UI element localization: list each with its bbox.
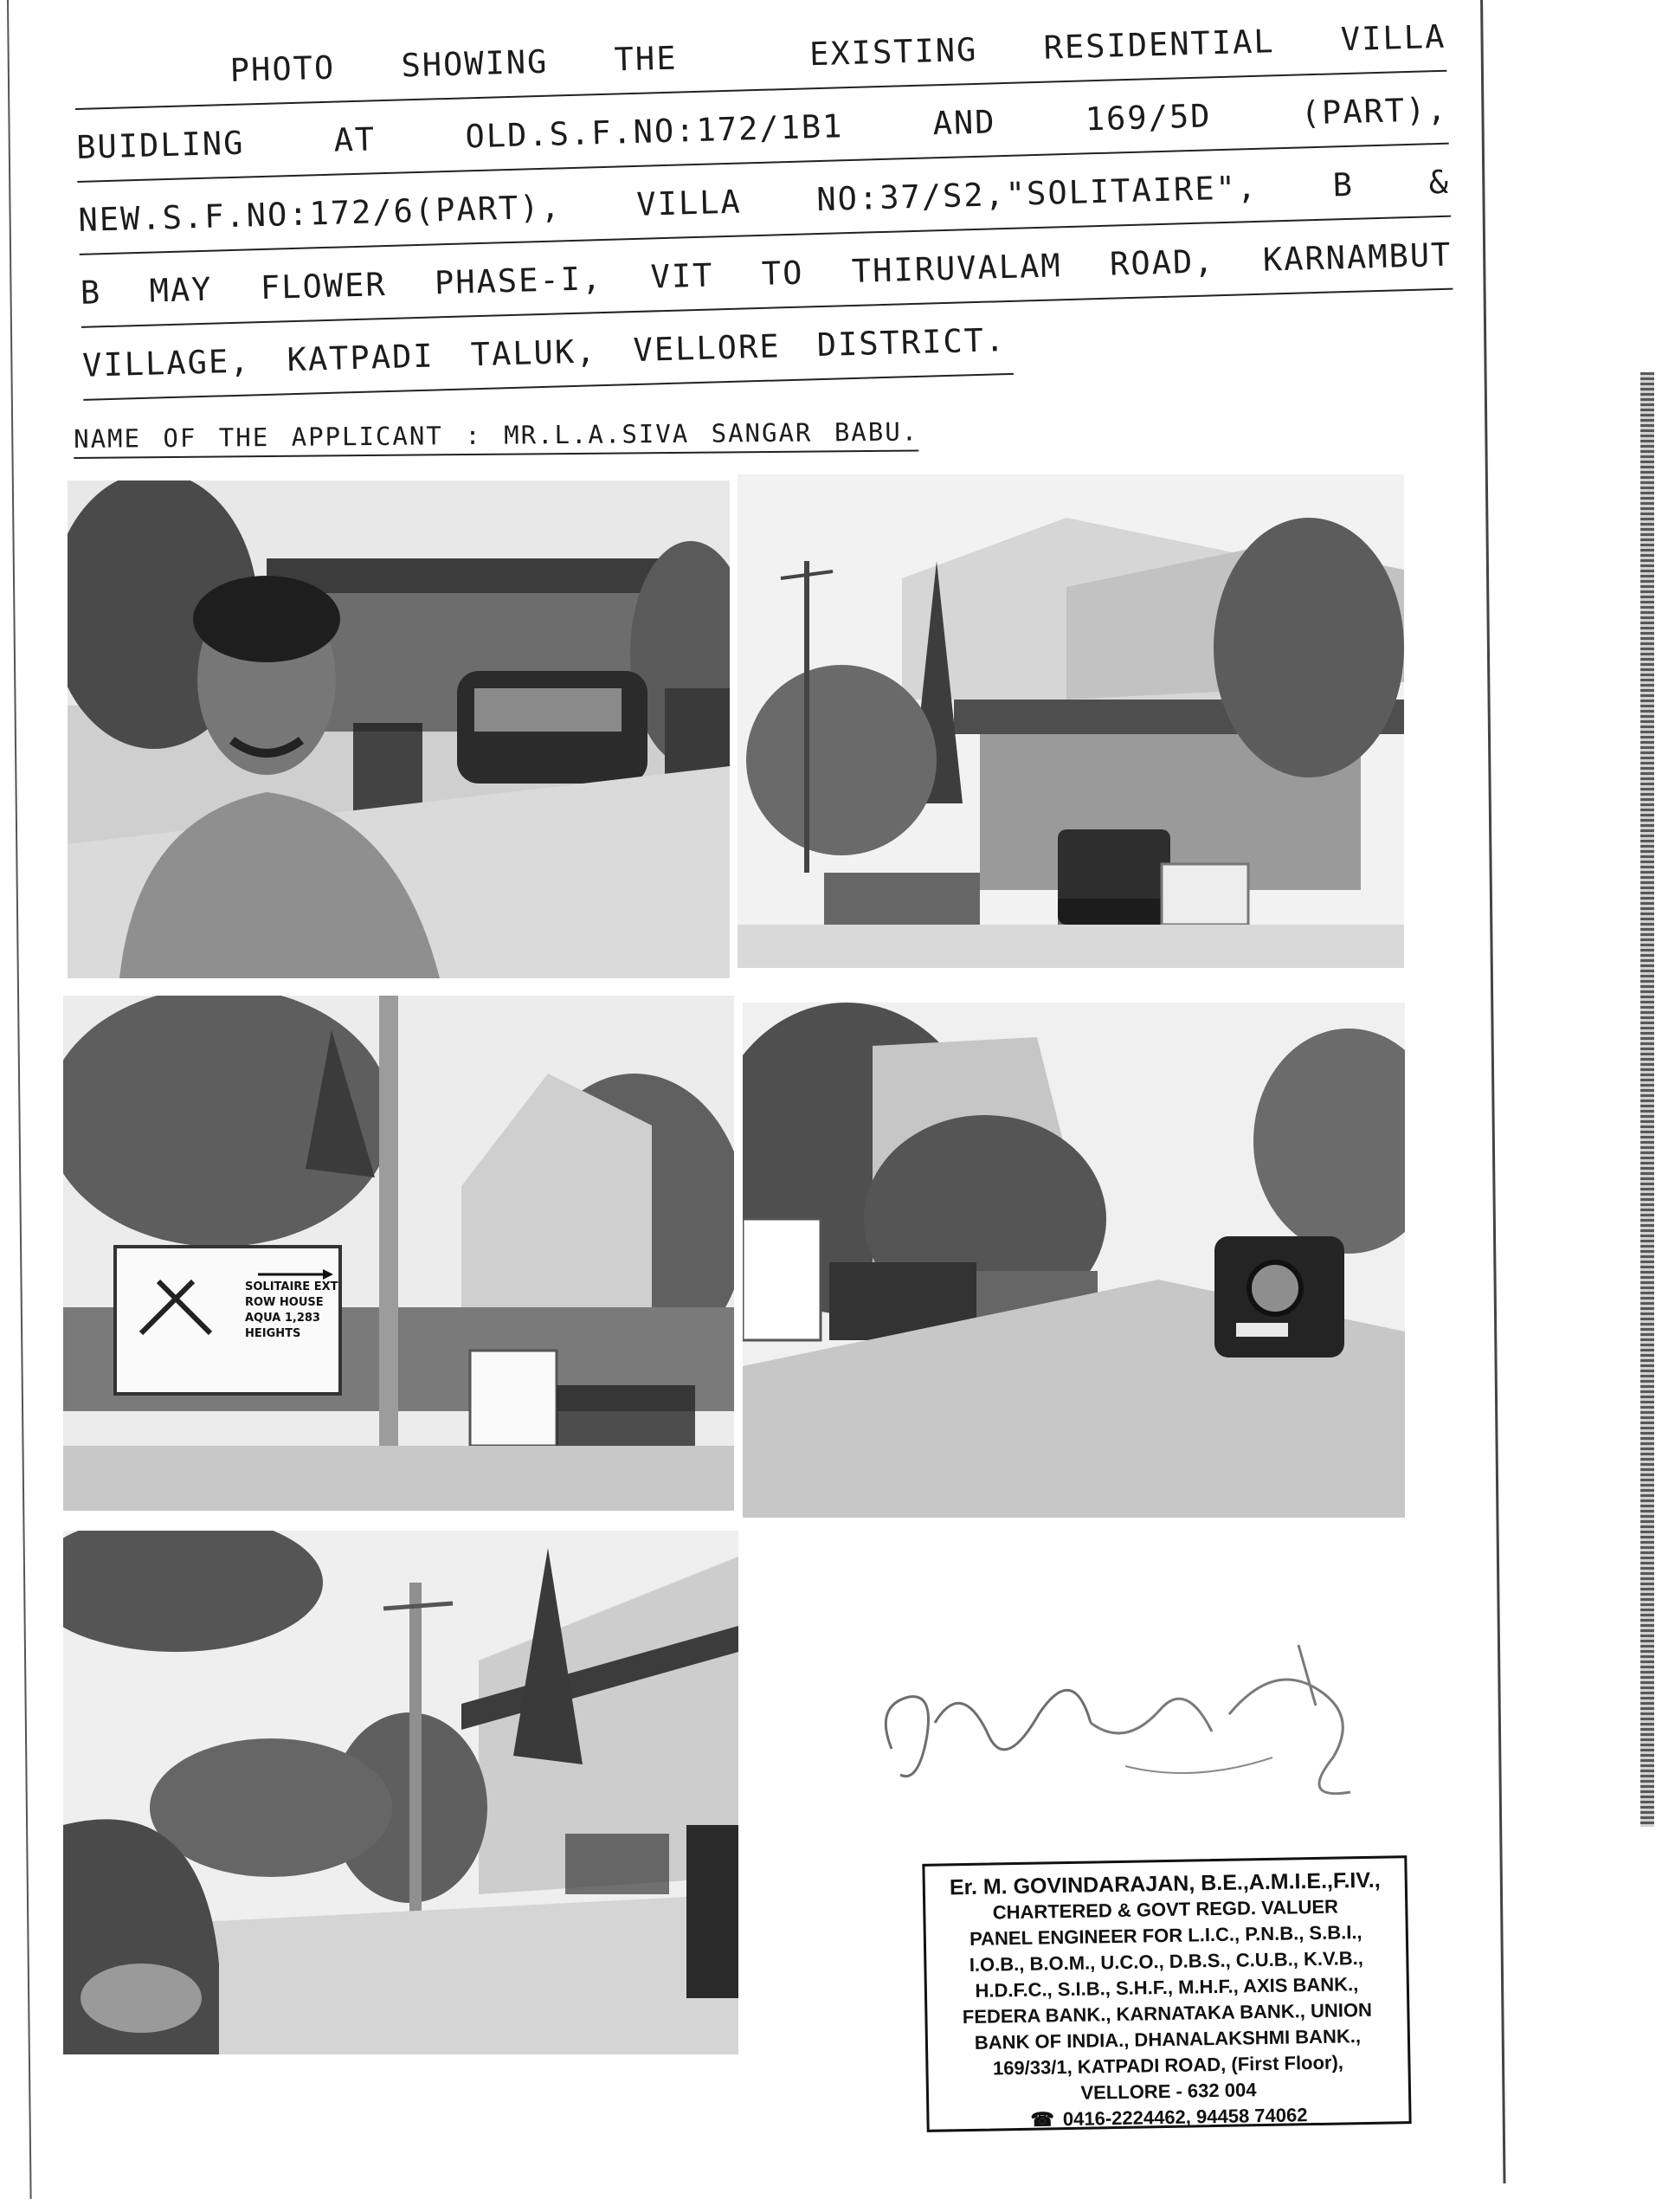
applicant-name: NAME OF THE APPLICANT : MR.L.A.SIVA SANGAR BABU. <box>74 416 918 459</box>
stamp-line-5: H.D.F.C., S.I.B., S.H.F., M.H.F., AXIS BANK., <box>975 1973 1359 2002</box>
stamp-valuer-name: Er. M. GOVINDARAJAN, B.E.,A.M.I.E.,F.IV., <box>949 1867 1381 1900</box>
telephone-icon: ☎ <box>1030 2108 1055 2131</box>
heading-line-2: BUIDLING AT OLD.S.F.NO:172/1B1 AND 169/5D (PART), <box>75 82 1448 183</box>
photo-selfie-carport <box>68 480 730 978</box>
stamp-line-3: PANEL ENGINEER FOR L.I.C., P.N.B., S.B.I., <box>969 1921 1362 1950</box>
heading-line-5: VILLAGE, KATPADI TALUK, VELLORE DISTRICT. <box>81 313 1014 401</box>
stamp-line-4: I.O.B., B.O.M., U.C.O., D.B.S., C.U.B., K.V.B., <box>969 1947 1364 1976</box>
stamp-line-2: CHARTERED & GOVT REGD. VALUER <box>992 1895 1339 1924</box>
heading-line-4: B MAY FLOWER PHASE-I, VIT TO THIRUVALAM ROAD, KARNAMBUT <box>80 228 1453 328</box>
stamp-line-7: BANK OF INDIA., DHANALAKSHMI BANK., <box>974 2025 1362 2054</box>
stamp-line-6: FEDERA BANK., KARNATAKA BANK., UNION <box>962 1998 1373 2028</box>
document-heading <box>74 10 1455 411</box>
stamp-line-8: 169/33/1, KATPADI ROAD, (First Floor), <box>992 2051 1344 2080</box>
sign-text-line-2: ROW HOUSE <box>245 1296 324 1309</box>
photo-street-suv <box>743 1003 1405 1518</box>
photo-villa-front <box>738 474 1404 968</box>
signature <box>866 1628 1402 1818</box>
photo-lane-car <box>63 1531 738 2054</box>
stamp-phone: 0416-2224462, 94458 74062 <box>1062 2104 1308 2131</box>
sign-text-line-4: HEIGHTS <box>245 1327 301 1340</box>
photo-signboard-pole <box>63 996 734 1511</box>
scan-edge-strip <box>1640 372 1654 1827</box>
stamp-line-9: VELLORE - 632 004 <box>1080 2079 1257 2104</box>
sign-text-line-3: AQUA 1,283 <box>245 1312 320 1325</box>
valuer-stamp <box>922 1855 1411 2132</box>
sign-text-line-1: SOLITAIRE EXT <box>245 1280 338 1293</box>
heading-line-3: NEW.S.F.NO:172/6(PART), VILLA NO:37/S2,"SOLITAIRE", B & <box>78 155 1451 255</box>
heading-line-1: PHOTO SHOWING THE EXISTING RESIDENTIAL VILLA <box>74 10 1446 110</box>
